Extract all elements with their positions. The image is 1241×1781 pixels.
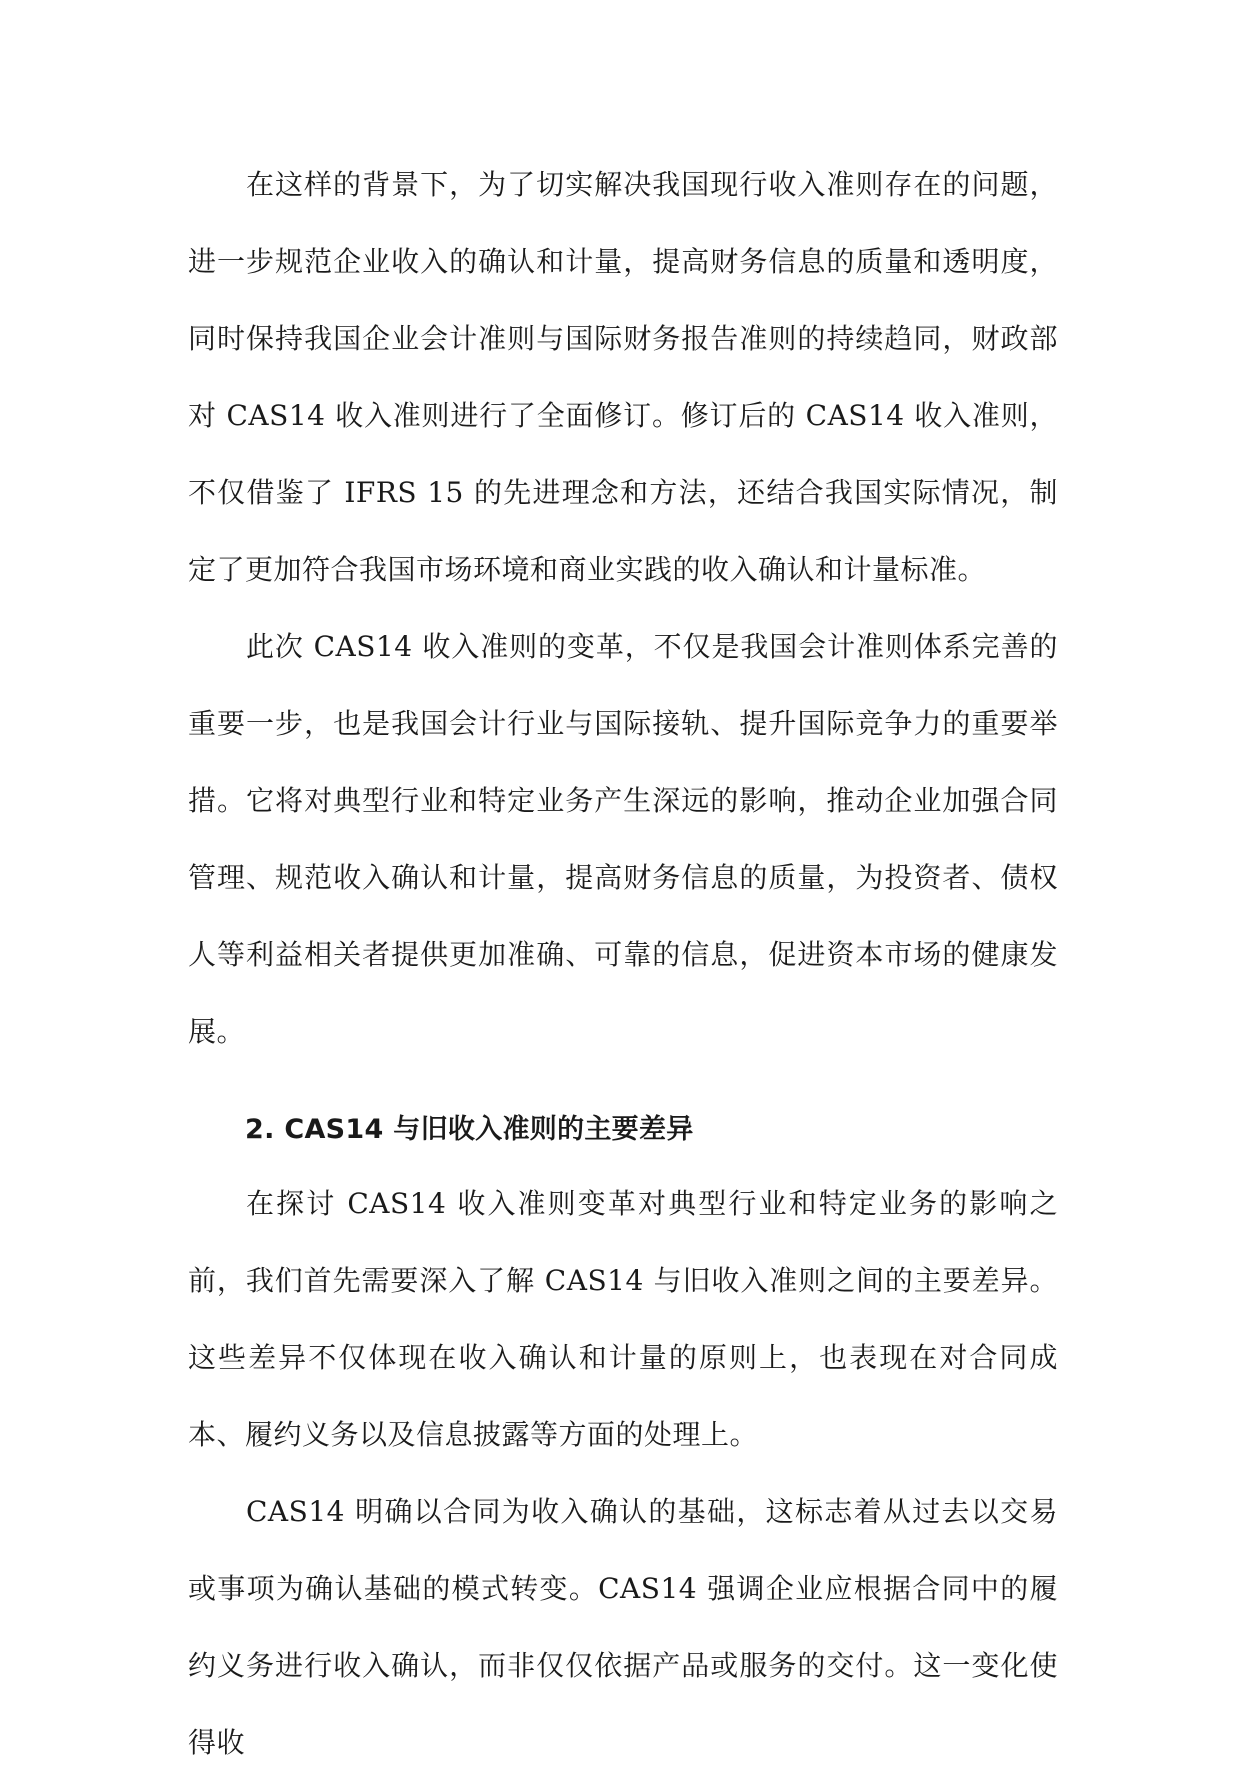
paragraph-differences-intro: 在探讨 CAS14 收入准则变革对典型行业和特定业务的影响之前，我们首先需要深入了解 CAS14 与旧收入准则之间的主要差异。这些差异不仅体现在收入确认和计量的原则上，也表现在对合同成本、履约义务以及信息披露等方面的处理上。 xyxy=(188,1187,1058,1451)
paragraph-contract-basis: CAS14 明确以合同为收入确认的基础，这标志着从过去以交易或事项为确认基础的模式转变。CAS14 强调企业应根据合同中的履约义务进行收入确认，而非仅仅依据产品或服务的交付。这一变化使得收 xyxy=(188,1495,1058,1759)
paragraph-background: 在这样的背景下，为了切实解决我国现行收入准则存在的问题，进一步规范企业收入的确认和计量，提高财务信息的质量和透明度，同时保持我国企业会计准则与国际财务报告准则的持续趋同，财政部对 CAS14 收入准则进行了全面修订。修订后的 CAS14 收入准则，不仅借鉴了 IFRS 15 的先进理念和方法，还结合我国实际情况，制定了更加符合我国市场环境和商业实践的收入确认和计量标准。 xyxy=(188,168,1058,586)
document-body xyxy=(188,146,1058,1781)
paragraph-significance: 此次 CAS14 收入准则的变革，不仅是我国会计准则体系完善的重要一步，也是我国会计行业与国际接轨、提升国际竞争力的重要举措。它将对典型行业和特定业务产生深远的影响，推动企业加强合同管理、规范收入确认和计量，提高财务信息的质量，为投资者、债权人等利益相关者提供更加准确、可靠的信息，促进资本市场的健康发展。 xyxy=(188,630,1058,1048)
section-heading: 2. CAS14 与旧收入准则的主要差异 xyxy=(245,1114,694,1145)
